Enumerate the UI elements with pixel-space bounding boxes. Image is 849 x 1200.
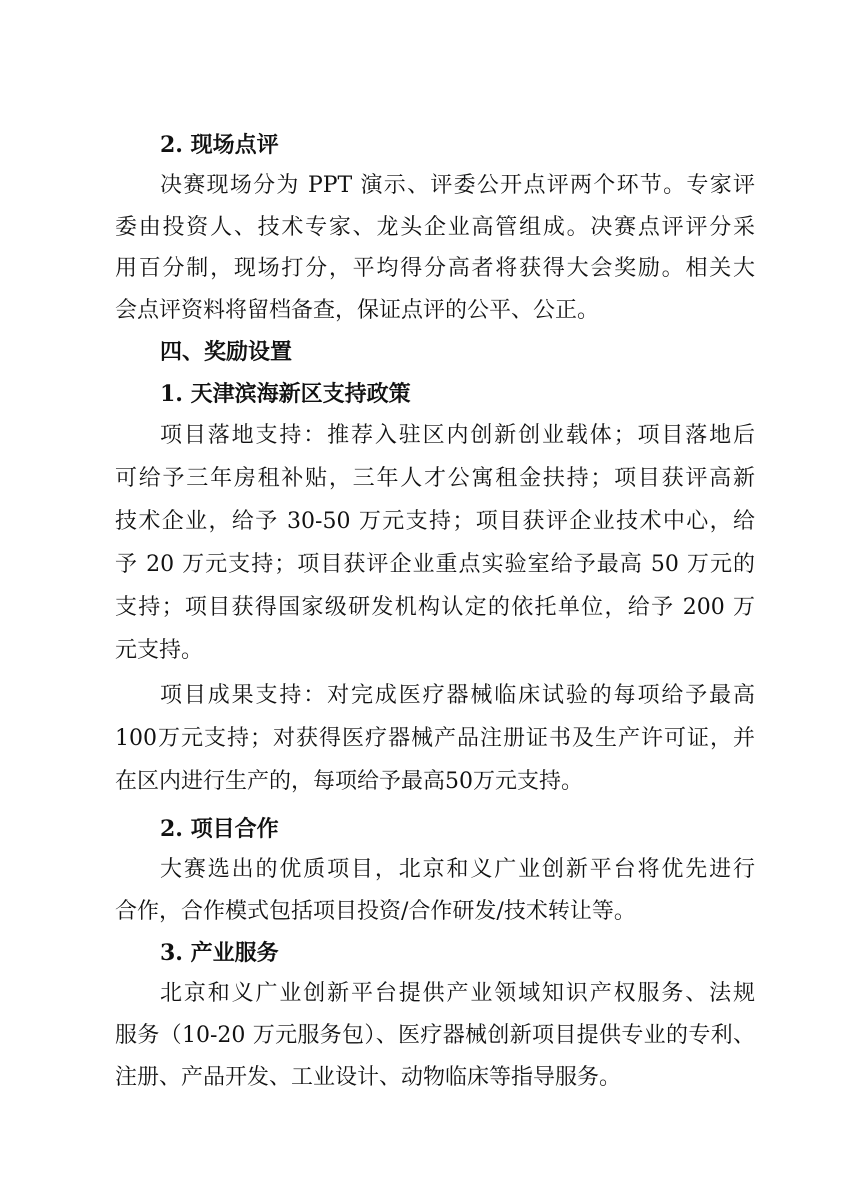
paragraph-line: 合作，合作模式包括项目投资/合作研发/技术转让等。 [115, 899, 636, 924]
paragraph-line: 在区内进行生产的，每项给予最高50万元支持。 [115, 769, 583, 794]
heading-project-cooperation: 2. 项目合作 [160, 816, 279, 842]
heading-industry-services: 3. 产业服务 [160, 940, 279, 966]
paragraph-line: 决赛现场分为 PPT 演示、评委公开点评两个环节。专家评 [160, 173, 755, 198]
section-heading-awards: 四、奖励设置 [160, 339, 293, 365]
heading-onsite-review: 2. 现场点评 [160, 132, 279, 158]
paragraph-line: 大赛选出的优质项目，北京和义广业创新平台将优先进行 [160, 857, 755, 882]
paragraph-line: 注册、产品开发、工业设计、动物临床等指导服务。 [115, 1065, 622, 1090]
paragraph-line: 元支持。 [115, 638, 204, 663]
paragraph-line: 项目落地支持：推荐入驻区内创新创业载体；项目落地后 [160, 423, 755, 448]
paragraph-line: 服务（10-20 万元服务包）、医疗器械创新项目提供专业的专利、 [115, 1023, 755, 1048]
paragraph-line: 支持；项目获得国家级研发机构认定的依托单位，给予 200 万 [115, 595, 755, 620]
paragraph-line: 北京和义广业创新平台提供产业领域知识产权服务、法规 [160, 981, 755, 1006]
paragraph-line: 予 20 万元支持；项目获评企业重点实验室给予最高 50 万元的 [115, 552, 755, 577]
paragraph-line: 可给予三年房租补贴，三年人才公寓租金扶持；项目获评高新 [115, 466, 755, 491]
paragraph-line: 技术企业，给予 30-50 万元支持；项目获评企业技术中心，给 [115, 509, 755, 534]
paragraph-line: 用百分制，现场打分，平均得分高者将获得大会奖励。相关大 [115, 256, 755, 281]
paragraph-line: 项目成果支持：对完成医疗器械临床试验的每项给予最高 [160, 683, 755, 708]
heading-tianjin-policy: 1. 天津滨海新区支持政策 [160, 381, 411, 407]
paragraph-line: 委由投资人、技术专家、龙头企业高管组成。决赛点评评分采 [115, 215, 755, 240]
paragraph-line: 100万元支持；对获得医疗器械产品注册证书及生产许可证，并 [115, 726, 755, 751]
paragraph-line: 会点评资料将留档备查，保证点评的公平、公正。 [115, 298, 600, 323]
